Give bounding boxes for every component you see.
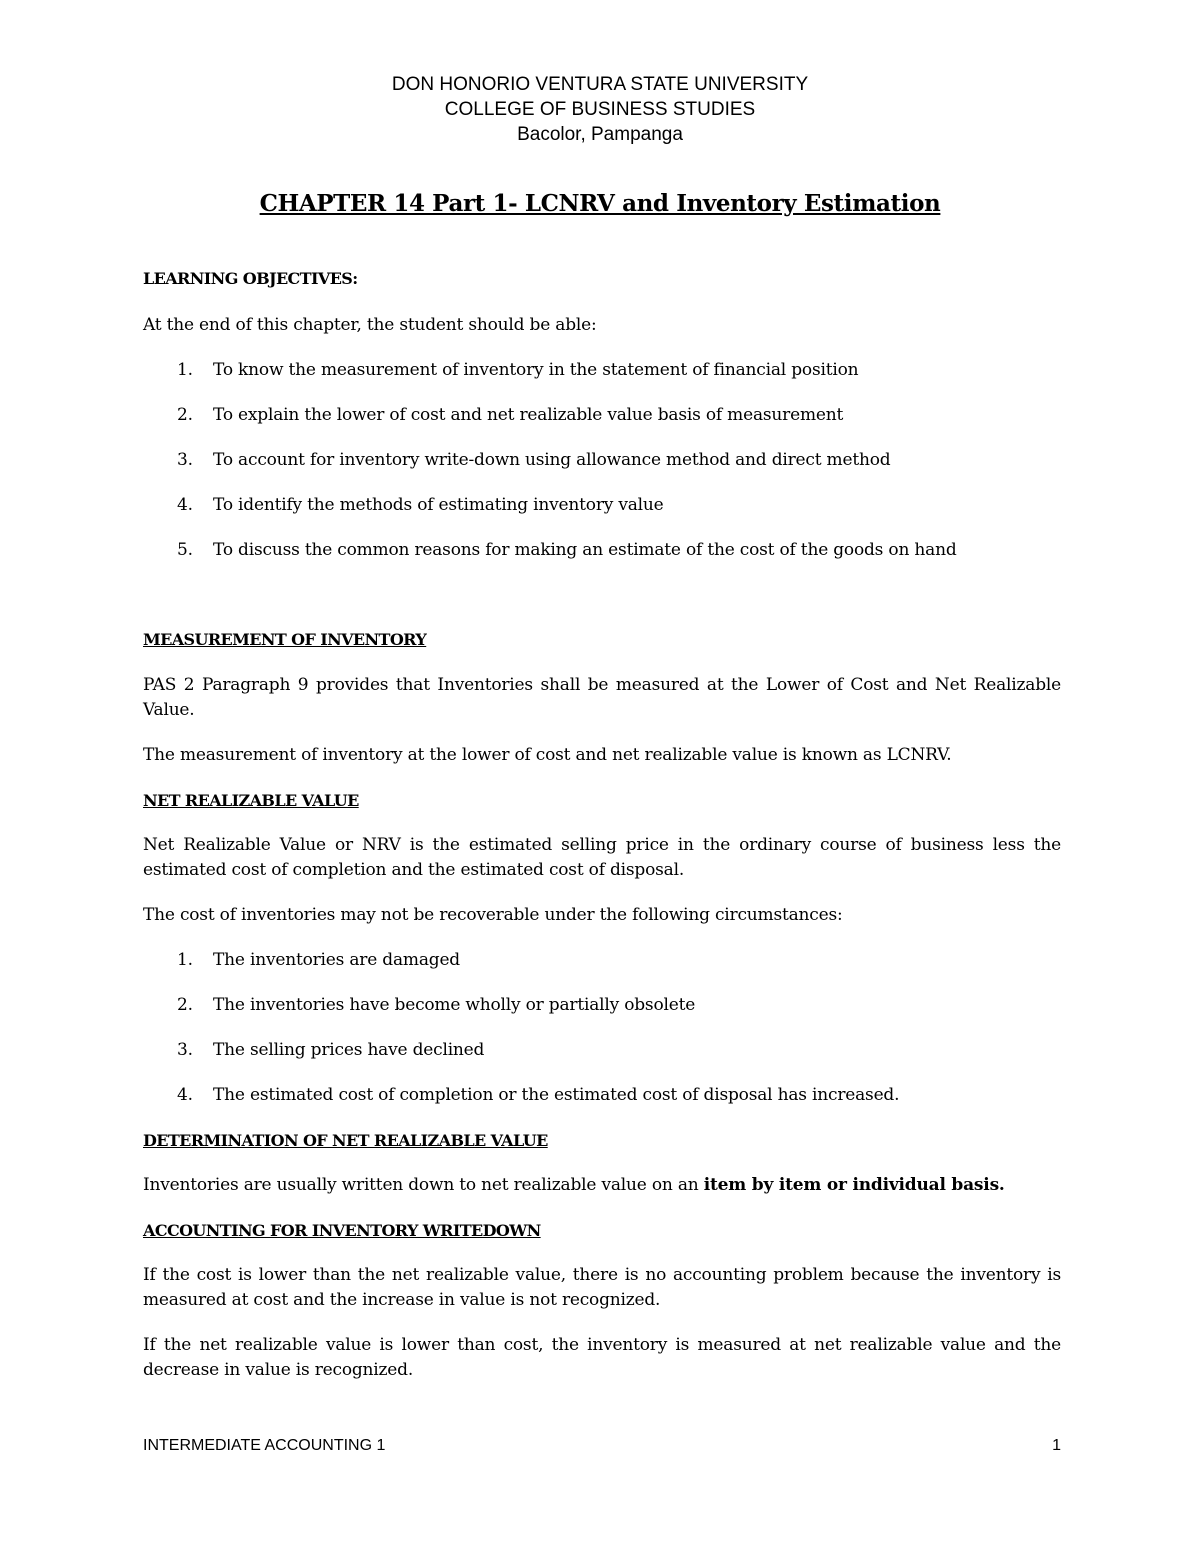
learning-objectives-intro: At the end of this chapter, the student should be able: [143,315,597,335]
determination-paragraph: Inventories are usually written down to net realizable value on an item by item or individual basis. [143,1175,1005,1195]
list-item: 1. To know the measurement of inventory in the statement of financial position [177,360,859,380]
measurement-paragraph-2: The measurement of inventory at the lower of cost and net realizable value is known as LCNRV. [143,745,952,765]
nrv-paragraph-1: Net Realizable Value or NRV is the estimated selling price in the ordinary course of business less the estimated cost of completion and the estimated cost of disposal. [143,835,1061,880]
learning-objectives-section [143,266,1061,563]
list-item: 2. The inventories have become wholly or partially obsolete [177,995,696,1015]
page-footer [143,1437,1061,1455]
page-number: 1 [1052,1437,1061,1454]
nrv-paragraph-2: The cost of inventories may not be recoverable under the following circumstances: [143,905,843,925]
writedown-heading: ACCOUNTING FOR INVENTORY WRITEDOWN [143,1221,541,1240]
footer-course-name: INTERMEDIATE ACCOUNTING 1 [143,1437,386,1454]
determination-heading: DETERMINATION OF NET REALIZABLE VALUE [143,1131,548,1150]
chapter-title: CHAPTER 14 Part 1- LCNRV and Inventory Estimation [259,190,941,217]
measurement-heading: MEASUREMENT OF INVENTORY [143,630,427,649]
list-item: 3. To account for inventory write-down using allowance method and direct method [177,450,891,470]
list-item: 5. To discuss the common reasons for making an estimate of the cost of the goods on hand [177,540,957,560]
writedown-paragraph-1: If the cost is lower than the net realizable value, there is no accounting problem because the inventory is measured at cost and the increase in value is not recognized. [143,1265,1061,1310]
list-item: 2. To explain the lower of cost and net realizable value basis of measurement [177,405,844,425]
writedown-section [143,1218,1061,1383]
list-item: 3. The selling prices have declined [177,1040,485,1060]
location: Bacolor, Pampanga [517,124,683,145]
document-header [0,72,1200,147]
measurement-paragraph-1: PAS 2 Paragraph 9 provides that Inventories shall be measured at the Lower of Cost and Net Realizable Value. [143,675,1061,720]
list-item: 4. To identify the methods of estimating inventory value [177,495,664,515]
nrv-circumstances-list [143,948,1061,1108]
measurement-section [143,627,1061,768]
college-name: COLLEGE OF BUSINESS STUDIES [444,99,756,120]
document-body [143,266,1061,1383]
nrv-heading: NET REALIZABLE VALUE [143,791,359,810]
list-item: 1. The inventories are damaged [177,950,460,970]
university-name: DON HONORIO VENTURA STATE UNIVERSITY [391,74,809,95]
learning-objectives-list [143,358,1061,563]
writedown-paragraph-2: If the net realizable value is lower than cost, the inventory is measured at net realizable value and the decrease in value is recognized. [143,1335,1061,1380]
nrv-section [143,788,1061,1108]
list-item: 4. The estimated cost of completion or the estimated cost of disposal has increased. [177,1085,900,1105]
learning-objectives-heading: LEARNING OBJECTIVES: [143,269,358,288]
determination-section [143,1128,1061,1198]
